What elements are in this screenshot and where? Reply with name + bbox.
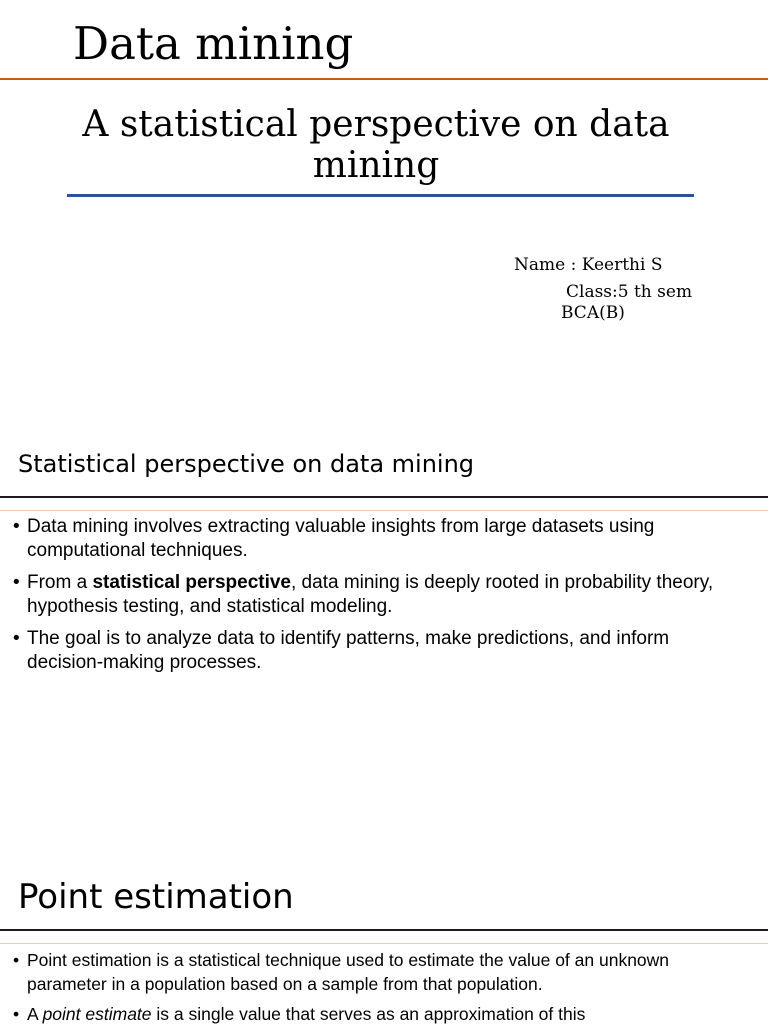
bullet-icon: • <box>13 950 20 970</box>
bullet-text: From a <box>27 572 93 593</box>
bullet-icon: • <box>13 628 20 649</box>
slide2-title: Statistical perspective on data mining <box>18 450 475 478</box>
slide1-title: Data mining <box>73 17 354 70</box>
bullet-item <box>0 627 740 675</box>
bullet-text: Data mining involves extracting valuable insights from large datasets using computational techniques. <box>27 516 655 561</box>
section-divider-light <box>0 943 768 944</box>
section-divider <box>0 496 768 498</box>
section-divider <box>0 929 768 931</box>
bullet-italic: point estimate <box>42 1004 152 1024</box>
bullet-text: A <box>27 1004 43 1024</box>
author-name: Name : Keerthi S <box>514 255 663 275</box>
bullet-text: Point estimation is a statistical technique used to estimate the value of an unknown parameter in a population based on a sample from that population. <box>27 950 670 994</box>
slide2-bullet-list <box>0 515 740 683</box>
bullet-icon: • <box>13 1004 20 1024</box>
bullet-icon: • <box>13 572 20 593</box>
bullet-item <box>0 571 740 619</box>
section-divider-light <box>0 510 768 511</box>
bullet-text: , data mining is deeply rooted in probability theory, hypothesis testing, and statistical modeling. <box>27 572 714 617</box>
bullet-item <box>0 515 740 563</box>
subtitle-divider <box>67 194 694 197</box>
bullet-item <box>0 948 740 996</box>
slide3-bullet-list <box>0 948 740 1032</box>
bullet-icon: • <box>13 516 20 537</box>
bullet-text: The goal is to analyze data to identify patterns, make predictions, and inform decision-making processes. <box>27 628 670 673</box>
bullet-text: is a single value that serves as an approximation of this <box>151 1004 586 1024</box>
slide3-title: Point estimation <box>18 877 294 917</box>
author-class: Class:5 th sem <box>566 282 693 302</box>
bullet-emphasis: statistical perspective <box>92 572 291 593</box>
bullet-item <box>0 1002 740 1026</box>
slide1-subtitle: A statistical perspective on data mining <box>82 104 670 186</box>
title-divider <box>0 78 768 80</box>
author-division: BCA(B) <box>561 303 625 323</box>
